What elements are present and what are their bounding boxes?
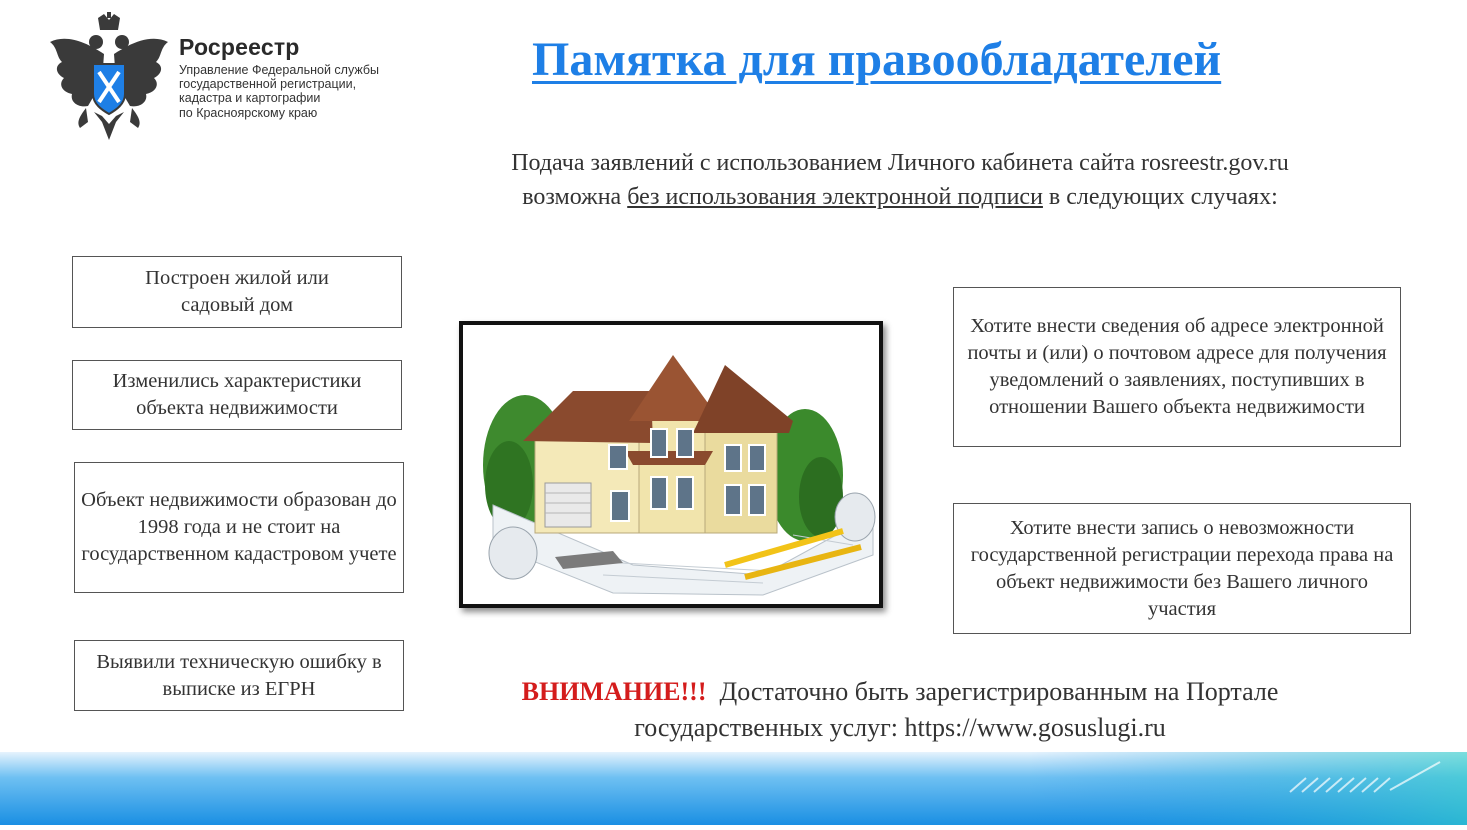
intro-line-1: Подача заявлений с использованием Личного кабинета сайта rosreestr.gov.ru <box>511 150 1289 176</box>
attention-note <box>440 674 1360 746</box>
house-illustration <box>459 321 883 608</box>
intro-suffix: в следующих случаях: <box>1042 184 1278 210</box>
attention-line-1 <box>440 674 1360 710</box>
attention-line-2: государственных услуг: https://www.gosuslugi.ru <box>634 713 1166 742</box>
case-text: Хотите внести запись о невозможности государственной регистрации перехода права на объект недвижимости без Вашего личного участия <box>970 516 1394 620</box>
page-title: Памятка для правообладателей <box>532 33 1222 86</box>
case-text: Объект недвижимости образован до 1998 года и не стоит на государственном кадастровом учете <box>81 489 397 565</box>
org-name: Росреестр <box>179 34 300 60</box>
org-line: по Красноярскому краю <box>179 105 318 120</box>
case-box-technical-error <box>74 640 404 711</box>
case-text: Хотите внести сведения об адресе электронной почты и (или) о почтовом адресе для получения уведомлений о заявлениях, поступивших в отношении Вашего объекта недвижимости <box>967 315 1387 418</box>
intro-text <box>380 146 1420 214</box>
org-line: государственной регистрации, <box>179 77 357 92</box>
org-line: кадастра и картографии <box>179 91 321 106</box>
case-box-no-transfer-without-presence <box>953 503 1411 634</box>
warning-label: ВНИМАНИЕ!!! <box>521 677 707 706</box>
case-text: Выявили техническую ошибку в выписке из ЕГРН <box>96 650 382 700</box>
case-box-contact-address <box>953 287 1401 447</box>
org-description <box>179 63 379 120</box>
org-line: Управление Федеральной службы <box>179 63 379 77</box>
case-box-house-built <box>72 256 402 328</box>
case-text: Построен жилой или садовый дом <box>145 267 329 316</box>
footer-band <box>0 752 1467 825</box>
intro-line-2 <box>380 180 1420 214</box>
case-box-object-before-1998 <box>74 462 404 593</box>
intro-underlined: без использования электронной подписи <box>627 184 1043 210</box>
rosreestr-emblem-icon <box>46 12 172 140</box>
attention-text: Достаточно быть зарегистрированным на Портале <box>719 677 1279 706</box>
case-box-characteristics-changed <box>72 360 402 430</box>
intro-prefix: возможна <box>522 184 628 210</box>
case-text: Изменились характеристики объекта недвижимости <box>112 370 362 419</box>
